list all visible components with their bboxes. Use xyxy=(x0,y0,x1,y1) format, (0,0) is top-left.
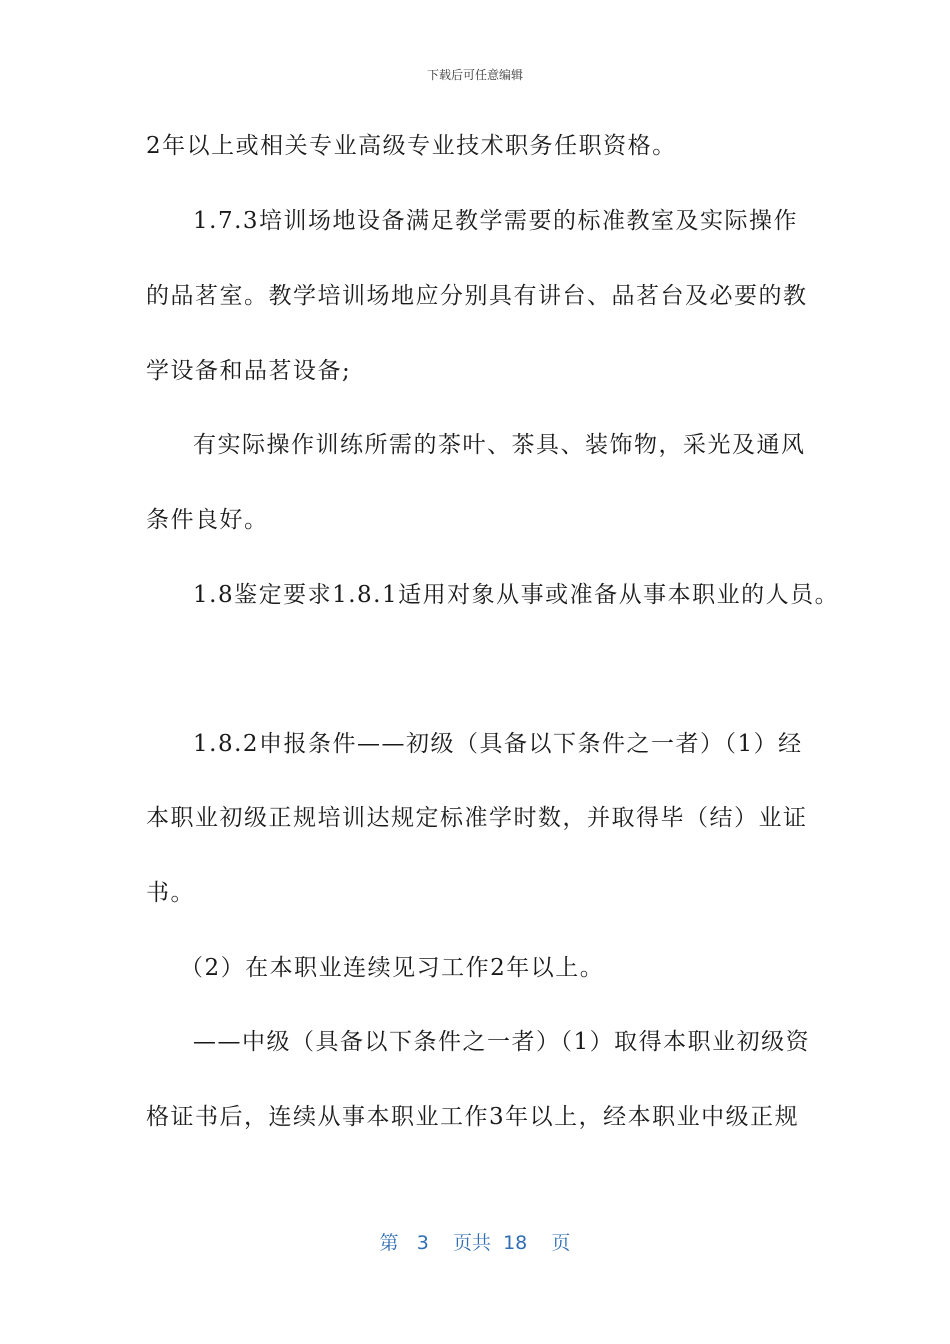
current-page-number: 3 xyxy=(416,1232,429,1254)
footer-suffix: 页 xyxy=(551,1232,571,1254)
body-line: 1.7.3培训场地设备满足教学需要的标准教室及实际操作 xyxy=(193,208,799,234)
footer-middle: 页共 xyxy=(452,1232,491,1254)
body-line: 书。 xyxy=(146,880,195,906)
page-footer xyxy=(0,1228,950,1255)
body-line: ——中级（具备以下条件之一者）（1）取得本职业初级资 xyxy=(193,1029,811,1055)
body-line: 1.8.2申报条件——初级（具备以下条件之一者）（1）经 xyxy=(193,731,803,757)
footer-prefix: 第 xyxy=(379,1232,399,1254)
body-line: 格证书后，连续从事本职业工作3年以上，经本职业中级正规 xyxy=(146,1104,800,1130)
body-line: 1.8鉴定要求1.8.1适用对象从事或准备从事本职业的人员。 xyxy=(193,582,840,608)
body-line: 学设备和品茗设备; xyxy=(146,358,352,384)
body-line: 条件良好。 xyxy=(146,507,269,533)
body-line: （2）在本职业连续见习工作2年以上。 xyxy=(180,955,605,981)
body-line: 2年以上或相关专业高级专业技术职务任职资格。 xyxy=(146,133,677,159)
body-line: 有实际操作训练所需的茶叶、茶具、装饰物，采光及通风 xyxy=(193,432,806,458)
body-line: 本职业初级正规培训达规定标准学时数，并取得毕（结）业证 xyxy=(146,805,808,831)
body-line: 的品茗室。教学培训场地应分别具有讲台、品茗台及必要的教 xyxy=(146,283,808,309)
total-pages-number: 18 xyxy=(503,1232,528,1254)
header-note: 下载后可任意编辑 xyxy=(426,68,523,82)
